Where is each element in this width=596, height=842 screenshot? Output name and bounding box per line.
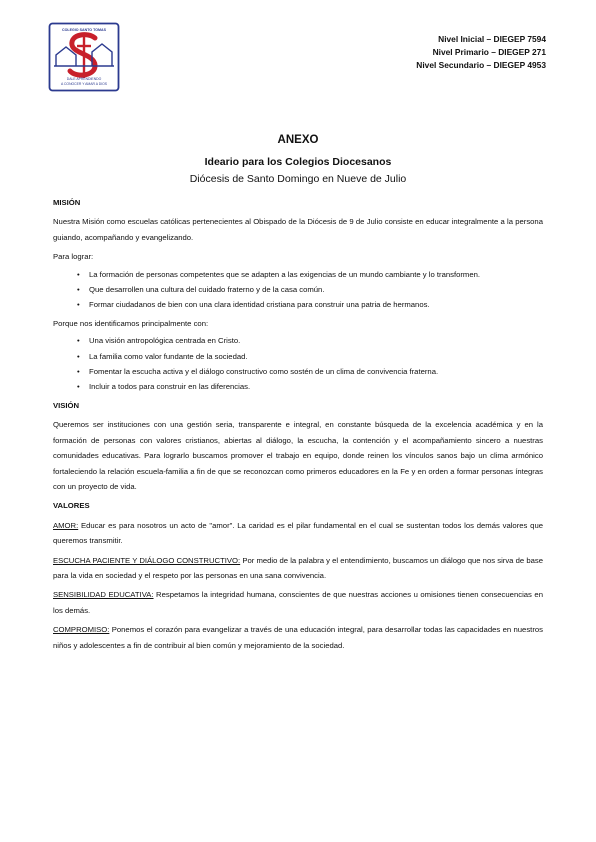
valor-text: Educar es para nosotros un acto de "amor". La caridad es el pilar fundamental en el cual se sustentan todos los demás valores que queremos transmitir.: [53, 520, 543, 546]
level-secundario: Nivel Secundario – DIEGEP 4953: [416, 60, 546, 70]
valores-heading: VALORES: [53, 501, 90, 511]
list-item: • Una visión antropológica centrada en Cristo.: [77, 333, 543, 348]
porque-text: Porque nos identificamos principalmente con:: [53, 318, 209, 328]
levels-header: [416, 33, 546, 72]
list-item: • Formar ciudadanos de bien con una clara identidad cristiana para construir una patria de hermanos.: [77, 297, 543, 312]
doc-title: ANEXO: [277, 134, 319, 146]
para-lograr: Para lograr:: [53, 252, 94, 262]
logo-motto-line-2: A CONOCER Y AMAR A DIOS: [60, 82, 108, 86]
lograr-list: [53, 267, 543, 313]
valor-escucha: [53, 553, 543, 584]
doc-subtitle-diocese: Diócesis de Santo Domingo en Nueve de Julio: [189, 173, 407, 185]
level-inicial: Nivel Inicial – DIEGEP 7594: [438, 34, 546, 44]
valor-text: Respetamos la integridad humana, conscientes de que nuestras acciones u omisiones tienen consecuencias en los demás.: [53, 590, 543, 615]
valor-text: Ponemos el corazón para evangelizar a través de una educación integral, para desarrollar todas las capacidades en nuestros niños y adolescentes a fin de contribuir al bien común y mejoramiento de la sociedad.: [53, 625, 543, 650]
vision-text: Queremos ser instituciones con una gestión seria, transparente e integral, en constante búsqueda de la excelencia académica y en la formación de personas con valores cristianos, abiertas al diálogo, la escucha, la contención y el acompañamiento sincero a nuestras comunidades educativas. Para lograrlo buscamos promover el trabajo en equipo, donde reinen los vínculos sanos bajo un clima armónico fortaleciendo la relación escuela-familia a fin de que se reconozcan como primeros educadores en la Fe y en orden a formar personas íntegras con un proyecto de vida.: [53, 420, 543, 491]
valor-label: SENSIBILIDAD EDUCATIVA:: [53, 590, 154, 600]
doc-subtitle: Ideario para los Colegios Diocesanos: [204, 156, 392, 168]
valor-compromiso: [53, 622, 543, 653]
list-item: • La formación de personas competentes que se adapten a las exigencias de un mundo cambiante y lo transformen.: [77, 267, 543, 282]
school-logo: [48, 22, 120, 92]
mision-section: [53, 195, 543, 653]
list-item: • Que desarrollen una cultura del cuidado fraterno y de la casa común.: [77, 282, 543, 297]
mision-heading: MISIÓN: [53, 198, 81, 207]
valor-label: COMPROMISO:: [53, 625, 110, 635]
valor-amor: [53, 518, 543, 549]
logo-top-text: COLEGIO SANTO TOMAS: [62, 28, 106, 32]
valor-sensibilidad: [53, 587, 543, 618]
mision-text: Nuestra Misión como escuelas católicas pertenecientes al Obispado de la Diócesis de 9 de Julio consiste en educar integralmente a la persona guiando, acompañando y evangelizando.: [53, 217, 543, 242]
valor-label: AMOR:: [53, 520, 79, 530]
identificamos-list: [53, 333, 543, 395]
list-item: • Fomentar la escucha activa y el diálogo constructivo como sostén de un clima de convivencia fraterna.: [77, 364, 543, 379]
list-item: • La familia como valor fundante de la sociedad.: [77, 349, 543, 364]
vision-heading: VISIÓN: [53, 400, 80, 410]
valor-label: ESCUCHA PACIENTE Y DIÁLOGO CONSTRUCTIVO:: [53, 555, 241, 565]
valor-text: Por medio de la palabra y el entendimiento, buscamos un diálogo que nos sirva de base para la vida en sociedad y el respeto por las personas en una sana convivencia.: [53, 555, 543, 580]
list-item: • Incluir a todos para construir en las diferencias.: [77, 379, 543, 394]
logo-motto-line-1: DALE APRENDIENDO: [66, 77, 102, 81]
level-primario: Nivel Primario – DIEGEP 271: [432, 47, 546, 57]
